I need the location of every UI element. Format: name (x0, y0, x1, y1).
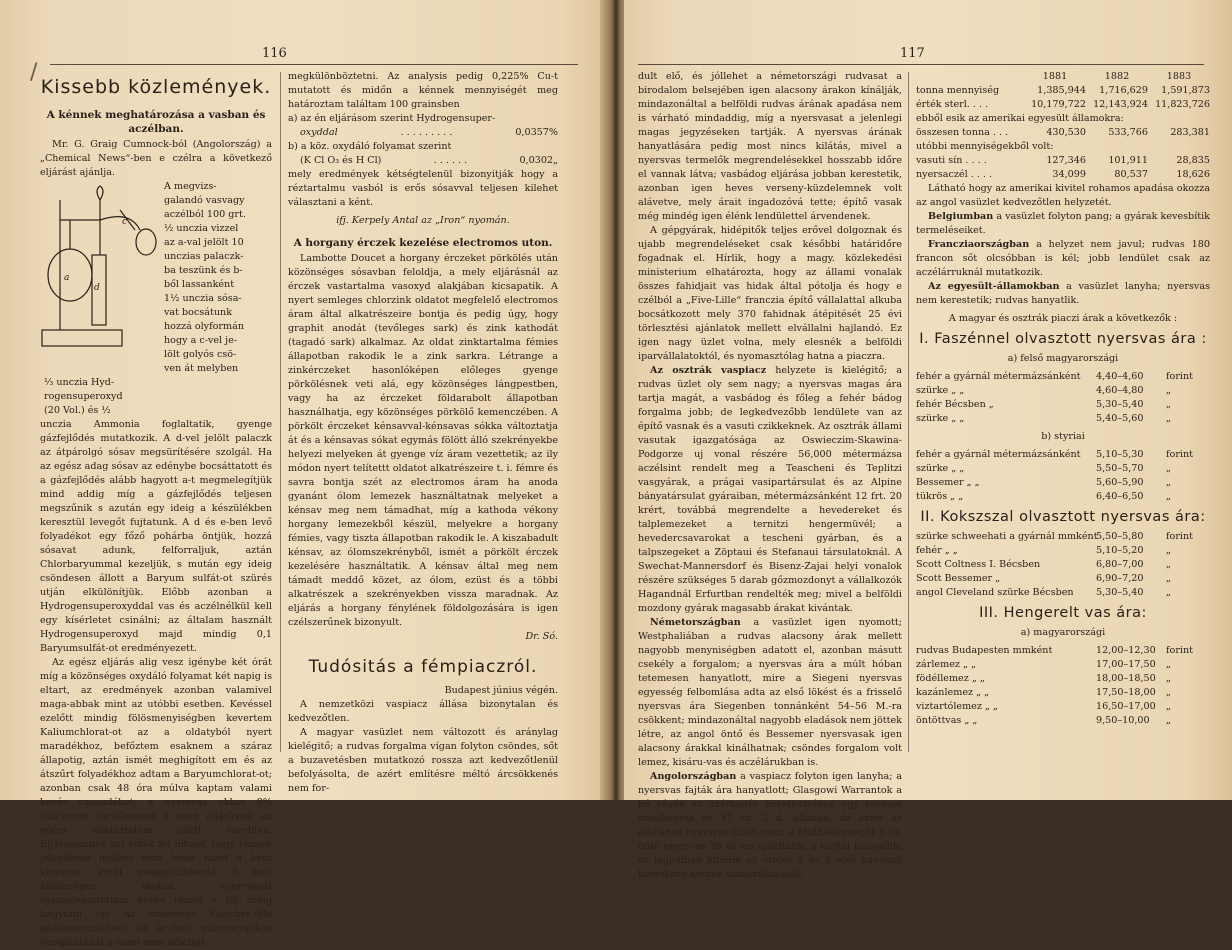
price-unit: „ (1166, 545, 1171, 556)
price-subheading: a) magyarországi (1020, 627, 1106, 638)
price-unit: „ (1166, 701, 1171, 712)
page-number-left: 116 (262, 46, 287, 61)
price-value: 5,50–5,70 (1096, 463, 1144, 474)
price-value: 6,80–7,00 (1096, 559, 1144, 570)
result-a-value: 0,0357% (515, 127, 558, 138)
price-value: 18,00–18,50 (1096, 673, 1156, 684)
price-unit: „ (1166, 385, 1171, 396)
result-b-line: b) a köz. oxydáló folyamat szerint (288, 141, 452, 152)
stats-value: 28,835 (1176, 155, 1210, 166)
price-unit: „ (1166, 399, 1171, 410)
wrapped-line: ven át melyben (164, 363, 239, 374)
paragraph-text: a vaspiacz folyton igen lanyha; a nyersvas fajták ára hanyatlott; Glasgowi Warrantok a hó végén az üzérkedés következtében egy keveset emelkedtek és 47 sh. 2 d. állanak; de azért az általános nyersvas üzlet rosz; a Middlesbroughi 3 sz. öntő nyersvas 39 sh.-en ajánltatik, a kivitel hanyatlik; ez legjobban kitűnik az utolsó 3 év 5 első havának következő kiviteli statisztikájából: (638, 771, 902, 880)
inline-heading: Francziaországban (928, 239, 1030, 250)
right-column-1 (638, 70, 902, 882)
price-label: rudvas Budapesten mmként (916, 645, 1053, 656)
price-value: 17,00–17,50 (1096, 659, 1156, 670)
price-label: fehér a gyárnál métermázsánként (916, 371, 1081, 382)
dateline: Budapest június végén. (444, 685, 558, 696)
price-row (916, 544, 1210, 558)
price-value: 6,40–6,50 (1096, 491, 1144, 502)
paragraph-text: a vasüzlet lanyha; nyersvas nem kerestetik; rudvas hanyatlik. (916, 281, 1210, 306)
paragraph-text: helyzete is kielégitő; a rudvas üzlet oly sem nagy; a nyersvas magas ára tartja magát, a vasbádog és főleg a fehér bádog forgalma jobb; de legkedvezőbb lendülete van az építő vasnak és a vasuti czikkeknek. Az osztrák állami vasutak igazgatósága az Oswieczim-Skawina-Podgorze uj vonal részére 56,000 métermázsa aczélsint rendelt meg a Teascheni és Teplitzi vasgyárak, a prágai vasipartársulat és az Alpine bányatársulat gyáraiban, métermázsánként 12 frt. 20 krért, továbbá megrendelte a hevedereket és talplemezeket a ternitzi hengermüvél; a hevedercsavarokat a tescheni gyárban, és a talpszegeket a Zöptaui és Stefanaui társulatoknál. A Swechat-Mannersdorf és Bisenz-Zajai helyi vonalok részére szükséges 5 darab gőzmozdonyt a vállalkozók Hagandnál Erfurtban rendelték meg; mivel a belföldi mozdony gyárak magasabb árakat kivántak. (638, 365, 902, 614)
paragraph-text: a helyzet nem javul; rudvas 180 francon sőt olcsóbban is kél; jobb lendület csak az aczélárruknál mutatkozik. (916, 239, 1210, 278)
stats-value: 127,346 (1046, 155, 1086, 166)
price-value: 5,50–5,80 (1096, 531, 1144, 542)
result-a-reagent: oxyddal (300, 127, 338, 138)
article-heading-horgany: A horgany érczek kezelése electromos uton. (293, 237, 553, 249)
paragraph (638, 770, 902, 882)
price-table-hengerelt (916, 644, 1210, 728)
price-unit: „ (1166, 559, 1171, 570)
wrapped-line: galandó vasvagy (164, 195, 245, 206)
paragraph: Lambotte Doucet a horgany érczeket pörkölés után közönséges sósavban feloldja, a mely eljárásnál az érczek vastartalma vasoxyd alakjában kicsapatik. A nyert semleges chlorzink oldatot megfelelő electromos áram által alkatrészeire bontja és pedig úgy, hogy graphit anodát (tevőleges sark) és zink kathodát (tagadó sark) alkalmaz. Az oldat zinktartalma fémies állapotban rakodik le a zink sarkra. Létrange a zinkérczeket hasonlóképen előleges gyenge pörkölésnek veti alá, egy közönséges lángpestben, vagy ha az érczeket földarabolt állapotban használhatja, egy közönséges pörkölő kemenczében. A pörkölt érczeket kénsavval-kénsavas sókka változtatja át és a kénsavas sókat egymás fölött álló szekrényekbe helyezi melyeken át gyenge víz áram vezettetik; az ily módon nyert telítettt oldatot alkatrészeire t. i. fémre és savra bontja szét az electromos áram ha anoda gyanánt ólom lemezek használtatnak melyeket a kénsav meg nem támadhat, míg a kathoda vékony horgany lemezekből készül, melyekre a horgany fémies, vagy tiszta állapotban rakodik le. A kiszabadult kénsav, az ólomszekrényből, ismét a pörkölt érczek kezelésére használtatik. A kénsav által meg nem támadt meddő közet, az ólom, ezüst és a többi alkatrészek a szekrényekben vissza maradnak. Az eljárás a horgany fénylének földolgozására is igen czélszerűnek bizonyult. (288, 253, 558, 628)
price-row (916, 644, 1210, 658)
price-unit: „ (1166, 659, 1171, 670)
price-label: öntöttvas „ „ (916, 715, 978, 726)
price-value: 4,60–4,80 (1096, 385, 1144, 396)
section-heading-kissebb: Kissebb közlemények. (40, 76, 272, 98)
stats-row (916, 112, 1210, 126)
column-divider-right (908, 72, 909, 752)
price-row (916, 558, 1210, 572)
paragraph (638, 616, 902, 770)
wrapped-line: (20 Vol.) és ½ (44, 405, 111, 416)
price-label: tükrös „ „ (916, 491, 964, 502)
year-header: 1883 (1166, 71, 1192, 82)
paragraph: unczia Ammonia foglaltatik, gyenge gázfejlődés mutatkozik. A d-vel jelölt palaczk az átpárolgó sósav megsürítésére szolgál. Ha az egész adag sósav az edénybe bocsáttatott és a gázfejlődés alább hagyott a-t megmelegítjük mind addig míg a gázfejlődés teljesen megszűnik s azután egy ideig a készülékben keresztül levegőt fujtatunk. A d és e-ben levő folyadékot egy főző pohárba öntjük, hozzá sósavat adunk, felforraljuk, aztán Chlorbaryummal kezeljük, s mután egy ideig csöndesen állott a Baryum sulfát-ot szürés utján elkülönítjük. Előbb azonban a Hydrogensuperoxyddal vas és aczélnélkül kell egy kísérletet csinálni; az általam használt Hydrogensuperoxyd majd mindig 0,1 Baryumsulfát-ot eredményezett. (40, 419, 272, 654)
price-table-styriai (916, 448, 1210, 504)
stats-value: 1,385,944 (1037, 85, 1086, 96)
wrapped-line: 1½ unczia sósa- (164, 293, 242, 304)
price-unit: forint (1166, 371, 1194, 382)
price-value: 6,90–7,20 (1096, 573, 1144, 584)
stats-row (916, 84, 1210, 98)
stats-row (916, 168, 1210, 182)
price-row (916, 672, 1210, 686)
price-row (916, 714, 1210, 728)
price-unit: forint (1166, 449, 1194, 460)
header-rule-right (638, 64, 1204, 65)
wrapped-line: rogensuperoxyd (44, 391, 123, 402)
stats-value: 101,911 (1108, 155, 1148, 166)
price-unit: „ (1166, 463, 1171, 474)
stats-label: ebből esik az amerikai egyesült államokra: (916, 113, 1124, 124)
result-b-row (288, 154, 558, 168)
price-section-heading: I. Faszénnel olvasztott nyersvas ára : (919, 331, 1207, 347)
price-label: angol Cleveland szürke Bécsben (916, 587, 1074, 598)
price-label: szürke schweehati a gyárnál mmként (916, 531, 1098, 542)
inline-heading: Angolországban (650, 771, 737, 782)
price-label: fehér „ „ (916, 545, 958, 556)
inline-heading: Az osztrák vaspiacz (650, 365, 767, 376)
svg-text:c: c (122, 217, 128, 227)
price-label: fehér Bécsben „ (916, 399, 994, 410)
page-number-right: 117 (900, 46, 925, 61)
stats-year-row (916, 70, 1210, 84)
column-divider-left (280, 72, 281, 752)
price-row (916, 462, 1210, 476)
stats-label: tonna mennyiség (916, 85, 1000, 96)
price-unit: „ (1166, 491, 1171, 502)
stats-value: 10,179,722 (1031, 99, 1086, 110)
wrapped-line: vat bocsátunk (164, 307, 233, 318)
price-unit: forint (1166, 645, 1194, 656)
paragraph: A gépgyárak, hidépitők teljes erővel dolgoznak és ujabb megrendeléseket csak későbbi határidőre fogadnak el. Hírlik, hogy a magy. közlekedési ministerium elhatározta, hogy az állami vonalak összes fahidjait vas hidak által pótolja és hogy e czélból a „Five-Lille“ franczia építő vállalattal alkuba bocsátkozott mely 370 fahidnak átépitését 25 évi törlesztési ajánlatok mellett elvállalni hajlandó. Ez igen nagy üzlet volna, mely elesnék a belföldi iparvállalatoktól, és nyomasztólag hatna a piaczra. (638, 225, 902, 362)
paragraph: megkülönböztetni. Az analysis pedig 0,225% Cu-t mutatott és midőn a kénnek mennyiségét meg határoztam találtam 100 grainsben (288, 71, 558, 110)
price-label: fehér a gyárnál métermázsánként (916, 449, 1081, 460)
price-value: 12,00–12,30 (1096, 645, 1156, 656)
wrapped-line: unczias palaczk- (164, 251, 244, 262)
stats-value: 34,099 (1052, 169, 1086, 180)
price-unit: „ (1166, 673, 1171, 684)
left-column-1 (40, 70, 272, 950)
price-unit: „ (1166, 477, 1171, 488)
price-row (916, 700, 1210, 714)
paragraph (638, 364, 902, 616)
paragraph: dult elő, és jóllehet a németországi rudvasat a birodalom belsejében igen alacsony árakon kínálják, mindazonáltal a belföldi rudvas árának apadása nem is várható mindaddig, míg a nyersvasat a jelenlegi magas jegyzéseken tartják. A nyersvas árának hanyatlására pedig most nincs kilátás, mivel a nyersvas termelők megrendelésekkel hosszabb időre el vannak látva; vasbádog eljárása jobban kerestetik, azonban igen heves verseny-küzdelemnek volt alávetve, mely árait ingadozóvá tette; építő vasak még mindég igen élénk lendülettel árvendenek. (638, 71, 902, 222)
price-label: szürke „ „ (916, 413, 965, 424)
wrapped-line: lölt golyós csö- (164, 349, 237, 360)
paragraph: mely eredmények kétségtelenül bizonyitják hogy a réztartalmu vasból is erős sósavval teljesen kilehet választani a ként. (288, 169, 558, 208)
price-table-felso (916, 370, 1210, 426)
price-subheading: b) styriai (1041, 431, 1085, 442)
leader-dots: . . . . . . (433, 155, 468, 166)
price-section-heading: III. Hengerelt vas ára: (979, 605, 1147, 621)
stats-label: érték sterl. . . . (916, 99, 989, 110)
signature: ifj. Kerpely Antal az „Iron“ nyomán. (336, 215, 510, 226)
leader-dots: . . . . . . . . . (400, 127, 453, 138)
price-row (916, 490, 1210, 504)
price-label: Scott Bessemer „ (916, 573, 1001, 584)
wrapped-line: hozzá olyformán (164, 321, 245, 332)
paragraph: Mr. G. Graig Cumnock-ból (Angolország) a „Chemical News“-ben e czélra a következő eljárást ajánlja. (40, 139, 272, 178)
price-value: 17,50–18,00 (1096, 687, 1156, 698)
stats-value: 1,591,873 (1161, 85, 1210, 96)
wrapped-line: ⅓ unczia Hyd- (44, 377, 115, 388)
price-row (916, 658, 1210, 672)
paragraph: Látható hogy az amerikai kivitel rohamos apadása okozza az angol vasüzlet kedvezőtlen helyzetét. (916, 183, 1210, 208)
paragraph-text: a vasüzlet folyton pang; a gyárak kevesbítik termeléseiket. (916, 211, 1210, 236)
paragraph: A nemzetközi vaspiacz állása bizonytalan és kedvezőtlen. (288, 699, 558, 724)
pencil-mark: / (30, 60, 38, 85)
price-value: 5,30–5,40 (1096, 587, 1144, 598)
stats-row (916, 126, 1210, 140)
right-page (624, 0, 1232, 880)
paragraph (916, 238, 1210, 280)
price-label: Bessemer „ „ (916, 477, 980, 488)
stats-label: utóbbi mennyiségekből volt: (916, 141, 1054, 152)
price-value: 16,50–17,00 (1096, 701, 1156, 712)
price-label: zárlemez „ „ (916, 659, 976, 670)
price-label: szürke „ „ (916, 463, 965, 474)
wrapped-line: ba teszünk és b- (164, 265, 243, 276)
inline-heading: Németországban (650, 617, 741, 628)
price-row (916, 384, 1210, 398)
stats-row (916, 154, 1210, 168)
wrapped-line: hogy a c-vel je- (164, 335, 238, 346)
wrapped-line: aczélból 100 grt. (164, 209, 246, 220)
price-row (916, 398, 1210, 412)
stats-value: 12,143,924 (1093, 99, 1148, 110)
stats-value: 533,766 (1108, 127, 1148, 138)
left-column-2 (288, 70, 558, 796)
wrapped-line: ből lassanként (164, 279, 235, 290)
price-value: 5,40–5,60 (1096, 413, 1144, 424)
stats-row (916, 140, 1210, 154)
svg-text:d: d (94, 283, 100, 293)
stats-value: 18,626 (1176, 169, 1210, 180)
export-stats-table (916, 70, 1210, 182)
price-row (916, 530, 1210, 544)
price-label: födéllemez „ „ (916, 673, 985, 684)
price-table-koksz (916, 530, 1210, 600)
price-row (916, 448, 1210, 462)
paragraph (916, 210, 1210, 238)
year-header: 1881 (1042, 71, 1068, 82)
price-value: 5,60–5,90 (1096, 477, 1144, 488)
article-heading-ken: A kénnek meghatározása a vasban és aczélban. (46, 109, 266, 135)
result-b-value: 0,0302„ (519, 155, 558, 166)
signature: Dr. Só. (525, 631, 558, 642)
result-a-row (288, 126, 558, 140)
stats-label: vasuti sín . . . . (916, 155, 987, 166)
price-unit: „ (1166, 687, 1171, 698)
stats-label: nyersaczél . . . . (916, 169, 993, 180)
paragraph-text: a vasüzlet igen nyomott; Westphaliában a rudvas alacsony árak mellett nagyobb menyniségben adatott el, azonban másutt csekély a forgalom; a nyersvas ára a múlt hóban tetemesen hanyatlott, mire a Siegeni nyersvas egyesség felbomlása adta az első lökést és a frisselő nyersvas ára Siegenben tonnánként 54–56 M.-ra csökkent; mindazonáltal nagyobb eladások nem jöttek létre, az angol öntő és Bessemer nyersvasak igen alacsony árakkal kinálhatnak; csöndes forgalom volt lemez, kisáru-vas és aczélárukban is. (638, 617, 902, 768)
result-b-reagent: (K Cl O₃ és H Cl) (300, 155, 382, 166)
paragraph (916, 280, 1210, 308)
price-label: viztartólemez „ „ (916, 701, 998, 712)
price-section-heading: II. Kokszszal olvasztott nyersvas ára: (920, 509, 1206, 525)
price-row (916, 586, 1210, 600)
distillation-apparatus-icon (40, 180, 160, 366)
price-unit: „ (1166, 573, 1171, 584)
wrapped-line: az a-val jelölt 10 (164, 237, 244, 248)
price-value: 5,10–5,30 (1096, 449, 1144, 460)
stats-value: 11,823,726 (1155, 99, 1210, 110)
price-row (916, 686, 1210, 700)
price-label: szürke „ „ (916, 385, 965, 396)
price-row (916, 412, 1210, 426)
svg-text:a: a (64, 273, 70, 283)
wrapped-line: A megvizs- (164, 181, 217, 192)
price-subheading: a) felső magyarországi (1007, 353, 1119, 364)
wrapped-line: ½ unczia vizzel (164, 223, 239, 234)
inline-heading: Belgiumban (928, 211, 994, 222)
price-label: Scott Coltness I. Bécsben (916, 559, 1041, 570)
left-page (0, 0, 608, 948)
price-value: 5,10–5,20 (1096, 545, 1144, 556)
price-unit: „ (1166, 587, 1171, 598)
stats-value: 430,530 (1046, 127, 1086, 138)
price-label: kazánlemez „ „ (916, 687, 990, 698)
price-value: 4,40–4,60 (1096, 371, 1144, 382)
stats-value: 1,716,629 (1099, 85, 1148, 96)
section-heading-fempiacz: Tudósitás a fémpiaczról. (308, 657, 538, 677)
result-a-line: a) az én eljárásom szerint Hydrogensuper- (288, 113, 496, 124)
stats-value: 283,381 (1170, 127, 1210, 138)
right-column-2 (916, 70, 1210, 728)
stats-row (916, 98, 1210, 112)
price-value: 5,30–5,40 (1096, 399, 1144, 410)
header-rule-left (50, 64, 578, 65)
prices-intro: A magyar és osztrák piaczi árak a következők : (948, 313, 1178, 324)
price-row (916, 572, 1210, 586)
paragraph: Az egész eljárás alig vesz igénybe két órát míg a közönséges oxydáló folyamat két napig is eltart, az eredmények azonban valamivel maga-abbak mint az utóbbi esetben. Kevéssel ezelőtt mindig fölösmenyiségben kevertem Kaliumchlorat-ot az a oldatyból nyert maradékhoz, befőztem esaknem a száraz állapotig, aztán ismét meghigított em és az átszűrt folyadékhoz adtam a Baryumchlorat-ot; azonban csak 48 óra múlva kaptam valami kevés csapadékot; a nyersvas ekkor 8% Siliciumot tartalmazott s ezen eljárásnál az egész kéntartalom ellett tavolítva. Eljárásomnak azt róták fel hibául, hogy réznek jelenlétele mellett nem lehet mind a ként kinyerni; erről meggyőződendő 3 font közönséges skotiai nyersvasat összeolvasztottam kevés rézzel s fél óráig hagytam így az ismeretes Fletcher-féle gázkemenczében; az átvözet mikroscopikus vizsgálatánál a rezet nem lehetett (40, 657, 272, 948)
price-value: 9,50–10,00 (1096, 715, 1150, 726)
price-row (916, 370, 1210, 384)
price-unit: „ (1166, 413, 1171, 424)
price-unit: forint (1166, 531, 1194, 542)
inline-heading: Az egyesült-államokban (928, 281, 1060, 292)
price-unit: „ (1166, 715, 1171, 726)
year-header: 1882 (1104, 71, 1130, 82)
stats-label: összesen tonna . . . (916, 127, 1009, 138)
paragraph: A magyar vasüzlet nem változott és aránylag kielégitő; a rudvas forgalma vígan folyton csöndes, sőt a buzavetésben mutatkozó rossza azt kedvezőtlenül befolyásolta, de azért említésre méltó árcsökkenés nem for- (288, 727, 558, 794)
stats-value: 80,537 (1114, 169, 1148, 180)
price-row (916, 476, 1210, 490)
